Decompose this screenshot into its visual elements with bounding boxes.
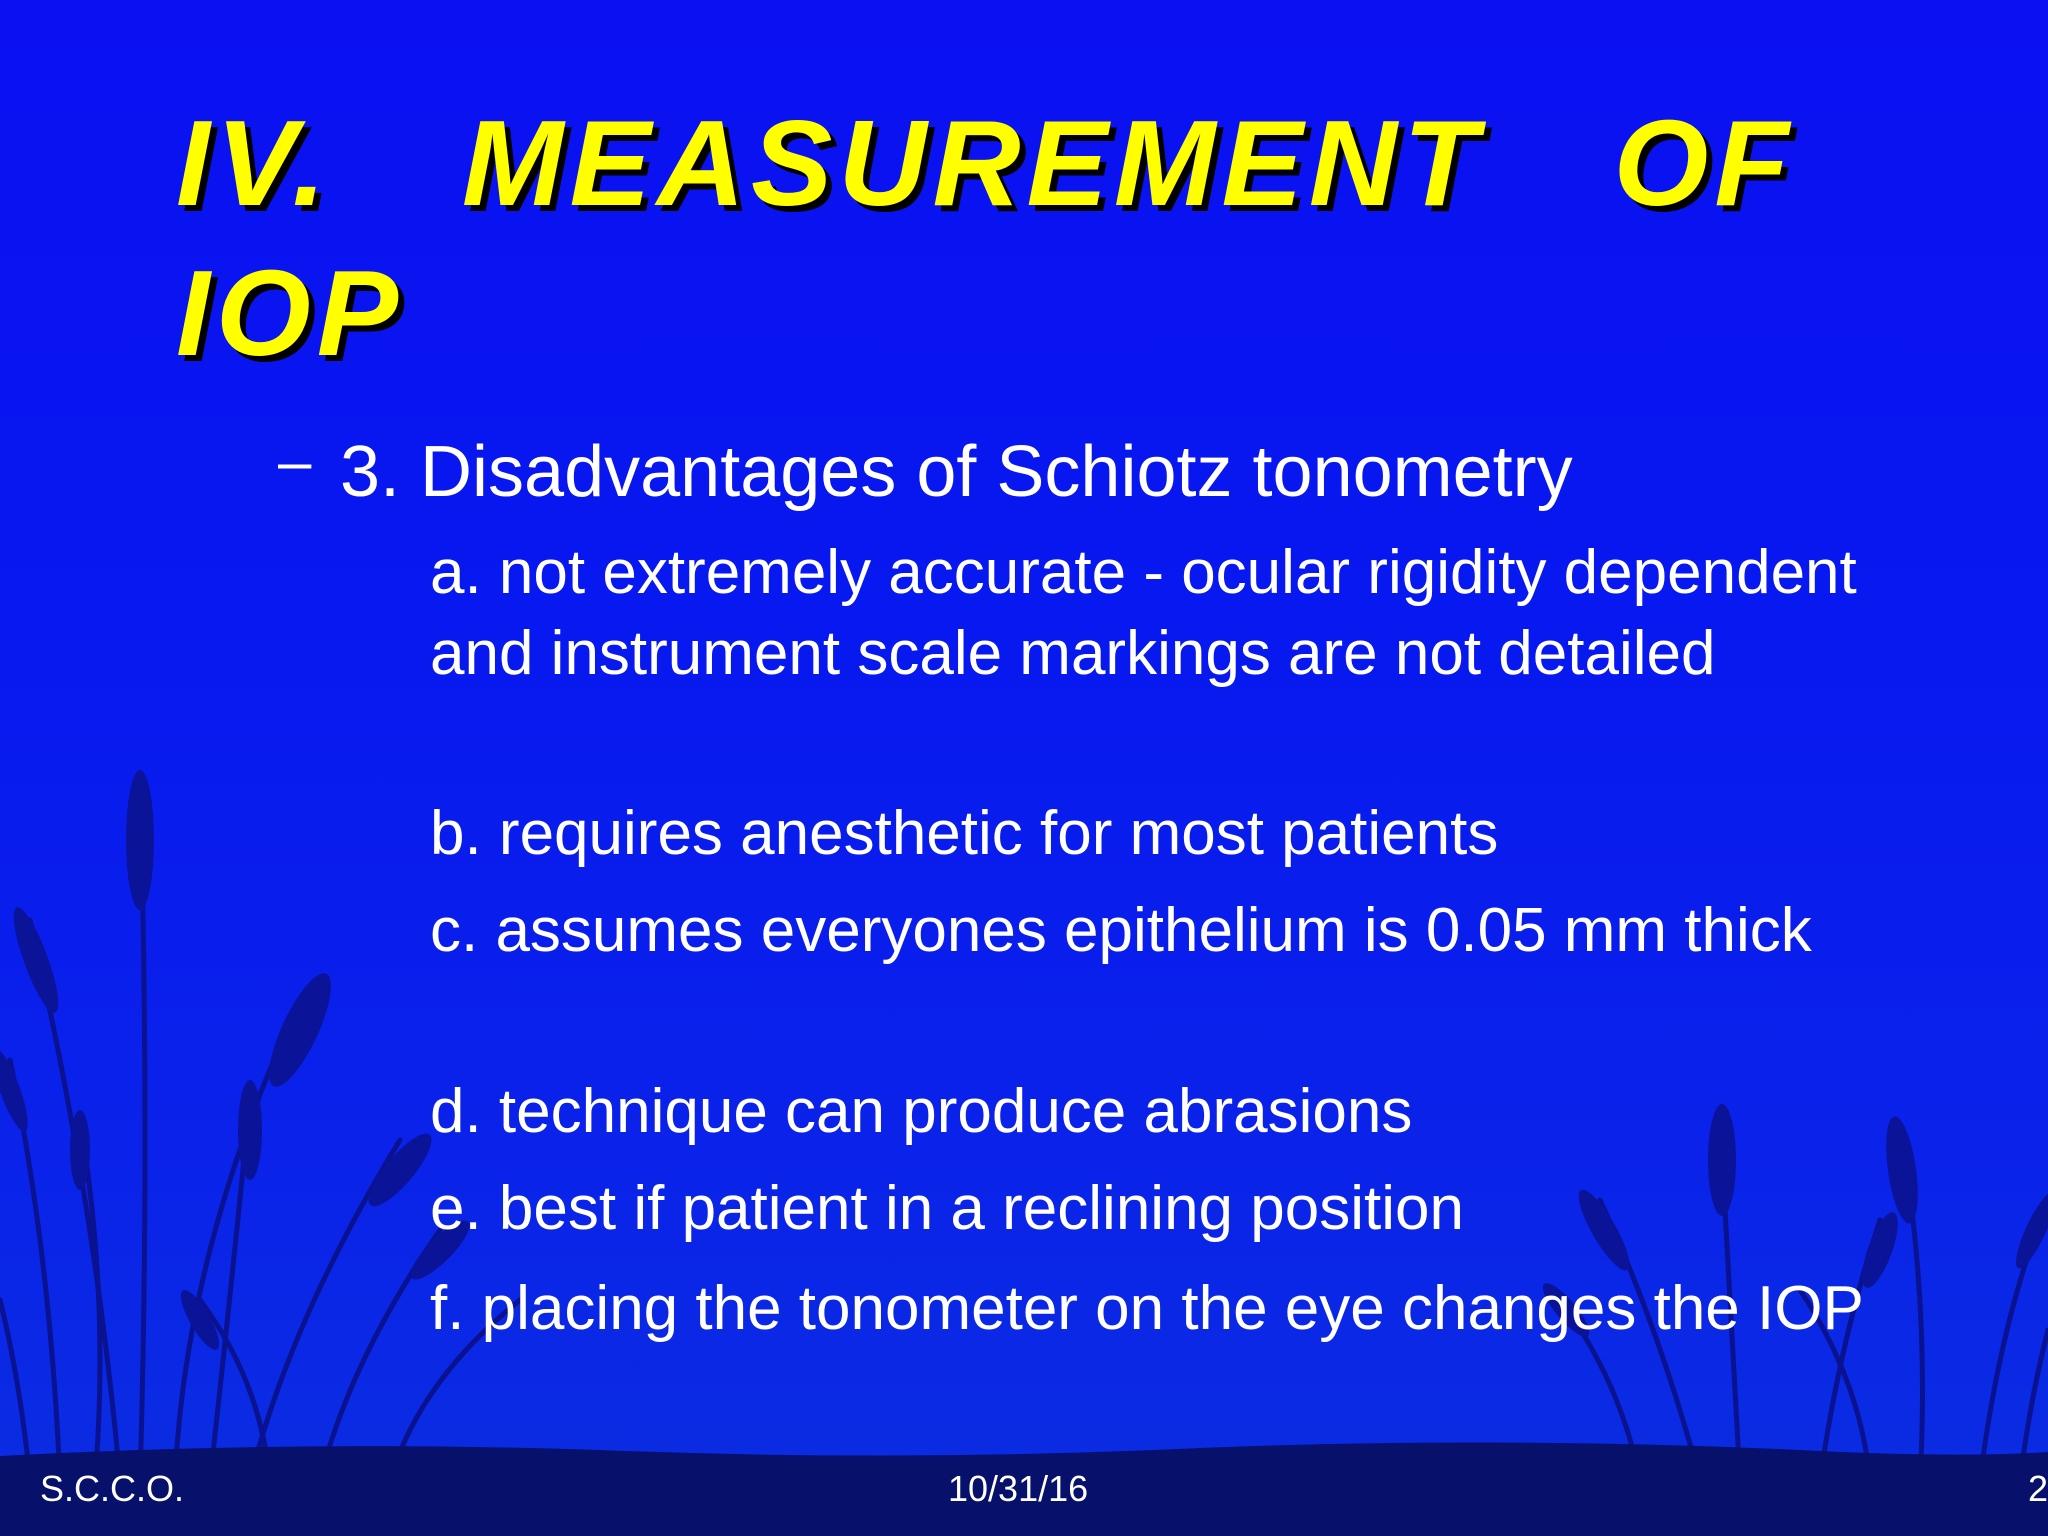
footer-date: 10/31/16: [948, 1468, 1089, 1509]
list-item: d. technique can produce abrasions: [430, 1077, 1413, 1146]
subheading-text: 3. Disadvantages of Schiotz tonometry: [340, 432, 1573, 512]
footer-organization: S.C.C.O.: [40, 1468, 185, 1509]
list-item: f. placing the tonometer on the eye changes the IOP: [430, 1274, 1864, 1343]
footer-page-number: 2: [2028, 1468, 2048, 1509]
list-item: e. best if patient in a reclining position: [430, 1174, 1464, 1243]
slide-title: IV. MEASUREMENT OF IOP: [176, 95, 1795, 381]
subheading: [278, 420, 1573, 514]
list-item: c. assumes everyones epithelium is 0.05 mm thick: [430, 896, 1812, 965]
list-item: a. not extremely accurate - ocular rigidity dependent and instrument scale markings are not detailed: [430, 538, 1857, 688]
dash-bullet: –: [278, 428, 312, 495]
list-item: b. requires anesthetic for most patients: [430, 799, 1499, 868]
